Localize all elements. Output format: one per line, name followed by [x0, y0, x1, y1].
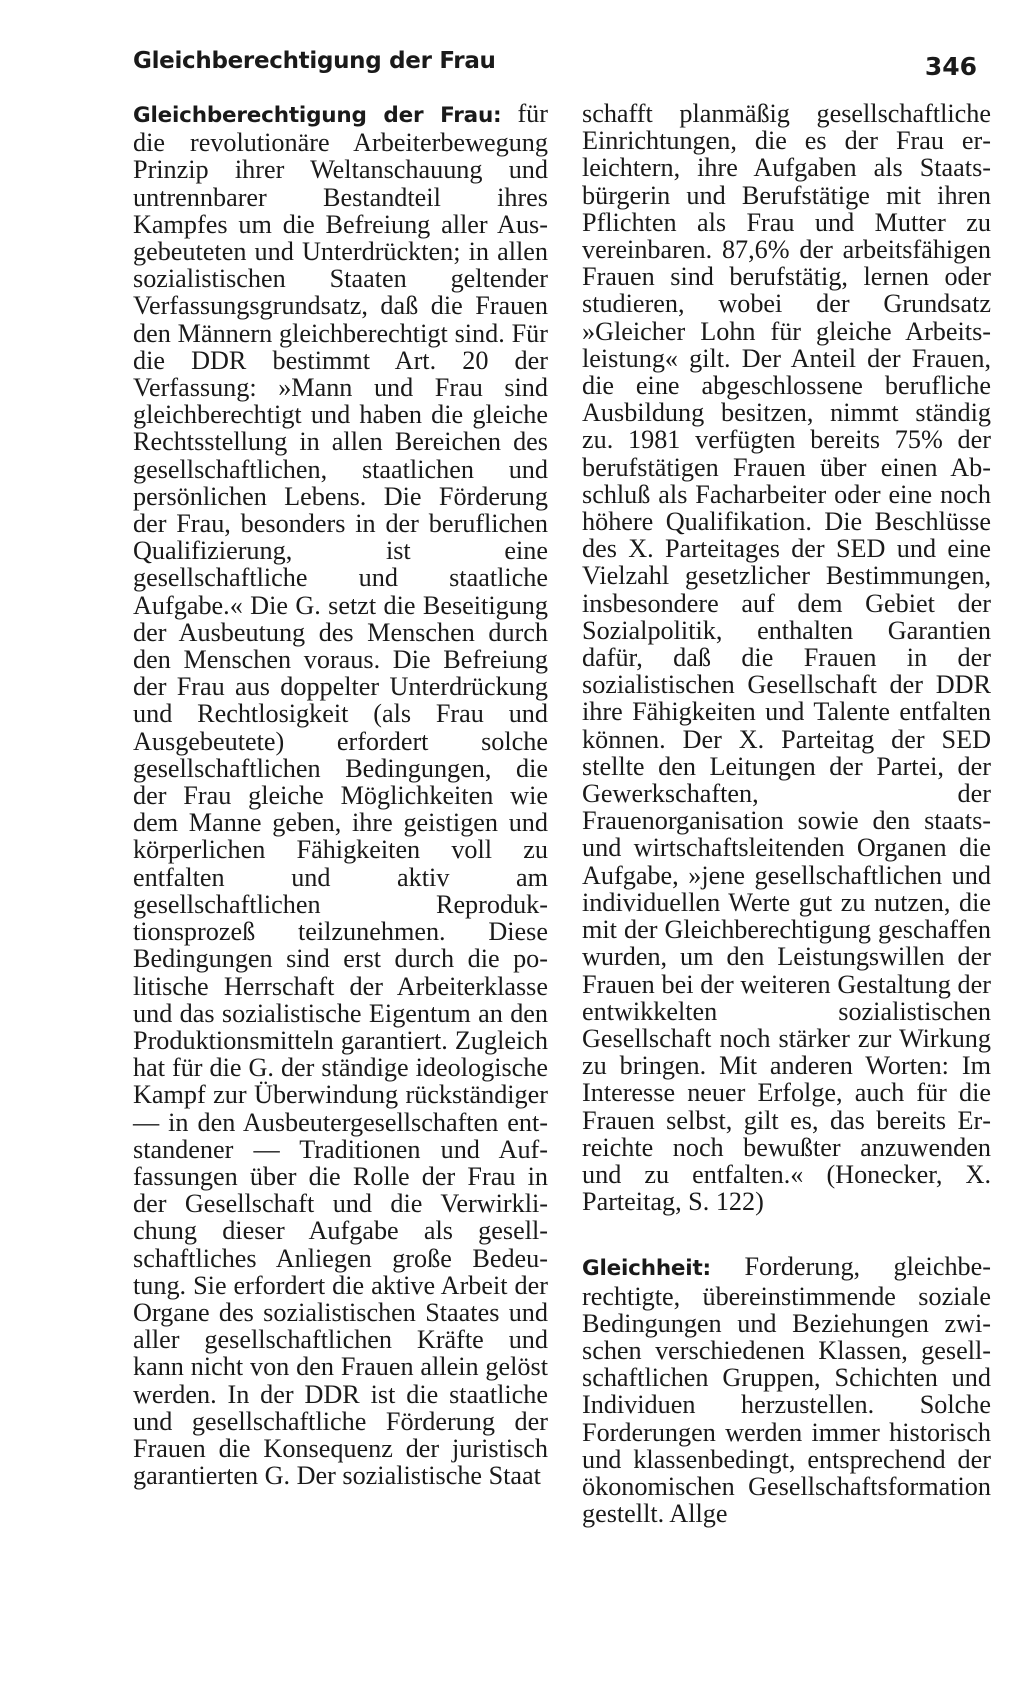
entry-term: Gleichheit: [582, 1256, 711, 1282]
right-column [582, 100, 991, 1527]
entry-gleichberechtigung [133, 100, 548, 1489]
page-header [133, 44, 977, 84]
entry-text: schafft planmäßig gesellschaftliche Einrichtungen, die es der Frau erleichtern, ihre Aufgaben als Staatsbürgerin und Berufstätige mit ihren Pflichten als Frau und Mutter zu vereinbaren. 87,6% der arbeitsfähigen Frauen sind berufstätig, lernen oder studieren, wobei der Grundsatz »Gleicher Lohn für gleiche Arbeitsleistung« gilt. Der Anteil der Frauen, die eine abgeschlossene berufliche Ausbildung besitzen, nimmt ständig zu. 1981 verfügten bereits 75% der berufstätigen Frauen über einen Abschluß als Facharbeiter oder eine noch höhere Qualifikation. Die Beschlüsse des X. Parteitages der SED und eine Vielzahl gesetzlicher Bestimmungen, insbesondere auf dem Gebiet der Sozialpolitik, enthalten Garantien dafür, daß die Frauen in der sozialistischen Gesellschaft der DDR ihre Fähigkeiten und Talente entfalten können. Der X. Parteitag der SED stellte den Leitungen der Partei, der Gewerkschaften, der Frauenorganisation sowie den staats- und wirtschaftsleitenden Organen die Aufgabe, »jene gesellschaftlichen und individuellen Werte gut zu nutzen, die mit der Gleichberechtigung geschaffen wurden, um den Leistungswillen der Frauen bei der weiteren Gestaltung der entwikkelten sozialistischen Gesellschaft noch stärker zur Wirkung zu bringen. Mit anderen Worten: Im Interesse neuer Erfolge, auch für die Frauen selbst, gilt es, das bereits Erreichte noch bewußter anzuwenden und zu entfalten.« (Honecker, X. Parteitag, S. 122) [582, 99, 991, 1217]
entry-term: Gleichberechtigung der Frau: [133, 103, 502, 128]
running-head: Gleichberechtigung der Frau [133, 48, 496, 74]
page-number: 346 [924, 52, 977, 81]
left-column [133, 100, 548, 1489]
entry-separator [582, 1215, 991, 1253]
entry-gleichheit [582, 1253, 991, 1527]
entry-text: für die revolutionäre Arbeiterbewegung Prinzip ihrer Weltanschauung und untrennbarer Bestandteil ihres Kampfes um die Befreiung aller Ausgebeuteten und Unterdrückten; in allen sozialistischen Staaten geltender Verfassungsgrundsatz, daß die Frauen den Männern gleichberechtigt sind. Für die DDR bestimmt Art. 20 der Verfassung: »Mann und Frau sind gleichberechtigt und haben die gleiche Rechtsstellung in allen Bereichen des gesellschaftlichen, staatlichen und persönlichen Lebens. Die Förderung der Frau, besonders in der beruflichen Qualifizierung, ist eine gesellschaftliche und staatliche Aufgabe.« Die G. setzt die Beseitigung der Ausbeutung des Menschen durch den Menschen voraus. Die Befreiung der Frau aus doppelter Unterdrückung und Rechtlosigkeit (als Frau und Ausgebeutete) erfordert solche gesellschaftlichen Bedingungen, die der Frau gleiche Möglichkeiten wie dem Manne geben, ihre geistigen und körperlichen Fähigkeiten voll zu entfalten und aktiv am gesellschaftlichen Reproduktionsprozeß teilzunehmen. Diese Bedingungen sind erst durch die politische Herrschaft der Arbeiterklasse und das sozialistische Eigentum an den Produktionsmitteln garantiert. Zugleich hat für die G. der ständige ideologische Kampf zur Überwindung rückständiger — in den Ausbeutergesellschaften entstandener — Traditionen und Auffassungen über die Rolle der Frau in der Gesellschaft und die Verwirklichung dieser Aufgabe als gesellschaftliches Anliegen große Bedeutung. Sie erfordert die aktive Arbeit der Organe des sozialistischen Staates und aller gesellschaftlichen Kräfte und kann nicht von den Frauen allein gelöst werden. In der DDR ist die staatliche und gesellschaftliche Förderung der Frauen die Konsequenz der juristisch garantierten G. Der sozialistische Staat [133, 99, 548, 1491]
entry-gleichberechtigung-continued [582, 100, 991, 1215]
entry-text: Forderung, gleichberechtigte, übereinstimmende soziale Bedingungen und Beziehungen zwischen verschiedenen Klassen, gesellschaftlichen Gruppen, Schichten und Individuen herzustellen. Solche Forderungen werden immer historisch und klassenbedingt, entsprechend der ökonomischen Gesellschaftsformation gestellt. Allge [582, 1252, 991, 1529]
